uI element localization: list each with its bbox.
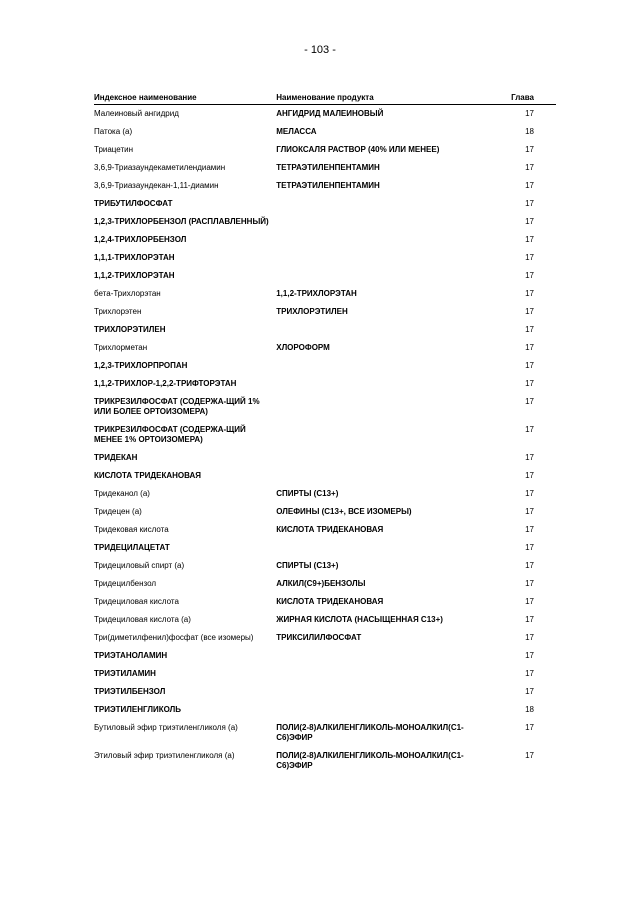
table-row xyxy=(94,611,556,629)
product-name-cell: СПИРТЫ (C13+) xyxy=(276,489,339,498)
index-name-cell: Тридеканол (a) xyxy=(94,489,150,498)
table-row xyxy=(94,303,556,321)
chapter-cell: 17 xyxy=(525,109,534,118)
index-name-cell: Тридециловая кислота (a) xyxy=(94,615,191,624)
index-name-cell: Тридековая кислота xyxy=(94,525,169,534)
table-row xyxy=(94,321,556,339)
chapter-cell: 17 xyxy=(525,687,534,696)
index-name-cell: Тридециловый спирт (a) xyxy=(94,561,185,570)
index-table xyxy=(94,92,556,775)
product-name-cell xyxy=(276,647,485,665)
index-name-cell: бета-Трихлорэтан xyxy=(94,289,161,298)
chapter-cell: 17 xyxy=(525,199,534,208)
product-name-cell xyxy=(276,195,485,213)
chapter-cell: 17 xyxy=(525,543,534,552)
chapter-cell: 17 xyxy=(525,253,534,262)
index-name-cell: Три(диметилфенил)фосфат (все изомеры) xyxy=(94,633,254,642)
product-name-cell xyxy=(276,665,485,683)
chapter-cell: 17 xyxy=(525,343,534,352)
table-row xyxy=(94,357,556,375)
chapter-cell: 17 xyxy=(525,525,534,534)
header-chapter: Глава xyxy=(485,92,556,105)
product-name-cell: ЖИРНАЯ КИСЛОТА (НАСЫЩЕННАЯ C13+) xyxy=(276,615,443,624)
product-name-cell xyxy=(276,267,485,285)
table-row xyxy=(94,539,556,557)
chapter-cell: 18 xyxy=(525,127,534,136)
chapter-cell: 17 xyxy=(525,561,534,570)
index-name-cell: Трихлорэтен xyxy=(94,307,142,316)
product-name-cell xyxy=(276,539,485,557)
table-row xyxy=(94,485,556,503)
table-row xyxy=(94,629,556,647)
index-name-cell: КИСЛОТА ТРИДЕКАНОВАЯ xyxy=(94,471,202,480)
product-name-cell xyxy=(276,213,485,231)
index-name-cell: 1,1,2-ТРИХЛОР-1,2,2-ТРИФТОРЭТАН xyxy=(94,379,237,388)
index-name-cell: ТРИХЛОРЭТИЛЕН xyxy=(94,325,166,334)
product-name-cell xyxy=(276,421,485,449)
product-name-cell: СПИРТЫ (C13+) xyxy=(276,561,339,570)
index-name-cell: 1,2,4-ТРИХЛОРБЕНЗОЛ xyxy=(94,235,187,244)
table-row xyxy=(94,123,556,141)
product-name-cell xyxy=(276,249,485,267)
product-name-cell: АНГИДРИД МАЛЕИНОВЫЙ xyxy=(276,109,384,118)
index-name-cell: Патока (a) xyxy=(94,127,133,136)
chapter-cell: 17 xyxy=(525,307,534,316)
chapter-cell: 17 xyxy=(525,489,534,498)
chapter-cell: 17 xyxy=(525,289,534,298)
product-name-cell: АЛКИЛ(C9+)БЕНЗОЛЫ xyxy=(276,579,366,588)
table-row xyxy=(94,159,556,177)
product-name-cell: ХЛОРОФОРМ xyxy=(276,343,330,352)
index-name-cell: 3,6,9-Триазаундекан-1,11-диамин xyxy=(94,181,219,190)
index-name-cell: ТРИЭТИЛБЕНЗОЛ xyxy=(94,687,166,696)
product-name-cell xyxy=(276,467,485,485)
product-name-cell: ГЛИОКСАЛЯ РАСТВОР (40% ИЛИ МЕНЕЕ) xyxy=(276,145,440,154)
product-name-cell: КИСЛОТА ТРИДЕКАНОВАЯ xyxy=(276,597,384,606)
chapter-cell: 17 xyxy=(525,217,534,226)
product-name-cell xyxy=(276,321,485,339)
index-name-cell: Малеиновый ангидрид xyxy=(94,109,179,118)
chapter-cell: 17 xyxy=(525,379,534,388)
index-name-cell: Тридецен (a) xyxy=(94,507,142,516)
product-name-cell xyxy=(276,375,485,393)
chapter-cell: 17 xyxy=(525,579,534,588)
product-name-cell: ОЛЕФИНЫ (C13+, ВСЕ ИЗОМЕРЫ) xyxy=(276,507,412,516)
header-product-name: Наименование продукта xyxy=(276,92,485,105)
product-name-cell: ПОЛИ(2-8)АЛКИЛЕНГЛИКОЛЬ-МОНОАЛКИЛ(C1-C6)ЭФИР xyxy=(276,723,464,742)
index-name-cell: ТРИКРЕЗИЛФОСФАТ (СОДЕРЖА-ЩИЙ 1% ИЛИ БОЛЕЕ ОРТОИЗОМЕРА) xyxy=(94,397,260,416)
chapter-cell: 17 xyxy=(525,723,534,732)
index-name-cell: 3,6,9-Триазаундекаметилендиамин xyxy=(94,163,226,172)
chapter-cell: 17 xyxy=(525,271,534,280)
index-name-cell: 1,2,3-ТРИХЛОРБЕНЗОЛ (РАСПЛАВЛЕННЫЙ) xyxy=(94,217,269,226)
index-name-cell: ТРИДЕКАН xyxy=(94,453,138,462)
chapter-cell: 17 xyxy=(525,145,534,154)
table-body xyxy=(94,105,556,776)
table-row xyxy=(94,521,556,539)
table-row xyxy=(94,339,556,357)
table-row xyxy=(94,575,556,593)
index-name-cell: ТРИЭТАНОЛАМИН xyxy=(94,651,168,660)
product-name-cell xyxy=(276,357,485,375)
table-row xyxy=(94,467,556,485)
chapter-cell: 17 xyxy=(525,651,534,660)
table-row xyxy=(94,141,556,159)
chapter-cell: 17 xyxy=(525,163,534,172)
index-name-cell: Этиловый эфир триэтиленгликоля (a) xyxy=(94,751,235,760)
table-row xyxy=(94,231,556,249)
product-name-cell: ТРИКСИЛИЛФОСФАТ xyxy=(276,633,362,642)
chapter-cell: 17 xyxy=(525,615,534,624)
table-row xyxy=(94,701,556,719)
table-row xyxy=(94,557,556,575)
page-number: - 103 - xyxy=(304,44,336,56)
table-row xyxy=(94,213,556,231)
index-name-cell: ТРИКРЕЗИЛФОСФАТ (СОДЕРЖА-ЩИЙ МЕНЕЕ 1% ОРТОИЗОМЕРА) xyxy=(94,425,246,444)
chapter-cell: 17 xyxy=(525,397,534,406)
index-name-cell: ТРИДЕЦИЛАЦЕТАТ xyxy=(94,543,170,552)
product-name-cell: ПОЛИ(2-8)АЛКИЛЕНГЛИКОЛЬ-МОНОАЛКИЛ(C1-C6)ЭФИР xyxy=(276,751,464,770)
table-row xyxy=(94,375,556,393)
chapter-cell: 17 xyxy=(525,669,534,678)
index-name-cell: Трихлорметан xyxy=(94,343,148,352)
table-row xyxy=(94,747,556,775)
chapter-cell: 17 xyxy=(525,235,534,244)
index-name-cell: ТРИЭТИЛАМИН xyxy=(94,669,156,678)
product-name-cell: ТЕТРАЭТИЛЕНПЕНТАМИН xyxy=(276,181,380,190)
product-name-cell: ТЕТРАЭТИЛЕНПЕНТАМИН xyxy=(276,163,380,172)
index-name-cell: Тридециловая кислота xyxy=(94,597,179,606)
product-name-cell xyxy=(276,449,485,467)
chapter-cell: 17 xyxy=(525,181,534,190)
table-row xyxy=(94,177,556,195)
table-row xyxy=(94,267,556,285)
product-name-cell xyxy=(276,393,485,421)
product-name-cell xyxy=(276,683,485,701)
chapter-cell: 17 xyxy=(525,361,534,370)
chapter-cell: 17 xyxy=(525,325,534,334)
product-name-cell: КИСЛОТА ТРИДЕКАНОВАЯ xyxy=(276,525,384,534)
chapter-cell: 17 xyxy=(525,633,534,642)
table-row xyxy=(94,503,556,521)
index-name-cell: 1,2,3-ТРИХЛОРПРОПАН xyxy=(94,361,188,370)
product-name-cell: МЕЛАССА xyxy=(276,127,317,136)
table-row xyxy=(94,285,556,303)
header-index-name: Индексное наименование xyxy=(94,92,276,105)
table-row xyxy=(94,683,556,701)
index-name-cell: ТРИБУТИЛФОСФАТ xyxy=(94,199,173,208)
chapter-cell: 17 xyxy=(525,453,534,462)
table-row xyxy=(94,449,556,467)
chapter-cell: 18 xyxy=(525,705,534,714)
product-name-cell: 1,1,2-ТРИХЛОРЭТАН xyxy=(276,289,357,298)
chapter-cell: 17 xyxy=(525,425,534,434)
index-name-cell: ТРИЭТИЛЕНГЛИКОЛЬ xyxy=(94,705,181,714)
table-row xyxy=(94,719,556,747)
index-name-cell: 1,1,2-ТРИХЛОРЭТАН xyxy=(94,271,175,280)
chapter-cell: 17 xyxy=(525,751,534,760)
product-name-cell xyxy=(276,701,485,719)
table-row xyxy=(94,665,556,683)
product-name-cell: ТРИХЛОРЭТИЛЕН xyxy=(276,307,348,316)
table-row xyxy=(94,393,556,421)
table-row xyxy=(94,421,556,449)
table-row xyxy=(94,105,556,124)
chapter-cell: 17 xyxy=(525,471,534,480)
index-name-cell: 1,1,1-ТРИХЛОРЭТАН xyxy=(94,253,175,262)
index-name-cell: Триацетин xyxy=(94,145,134,154)
table-row xyxy=(94,647,556,665)
chapter-cell: 17 xyxy=(525,507,534,516)
table-header-row xyxy=(94,92,556,105)
index-name-cell: Бутиловый эфир триэтиленгликоля (a) xyxy=(94,723,238,732)
table-row xyxy=(94,195,556,213)
table-row xyxy=(94,593,556,611)
chapter-cell: 17 xyxy=(525,597,534,606)
product-name-cell xyxy=(276,231,485,249)
index-name-cell: Тридецилбензол xyxy=(94,579,157,588)
table-row xyxy=(94,249,556,267)
